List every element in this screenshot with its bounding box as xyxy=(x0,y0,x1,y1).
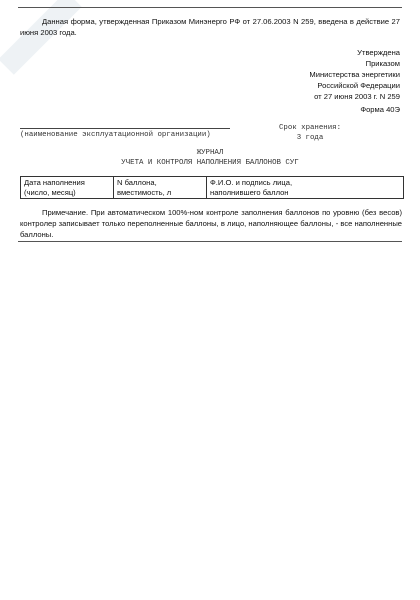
bottom-divider xyxy=(18,241,402,242)
column-header-date xyxy=(21,177,114,199)
approval-line: от 27 июня 2003 г. N 259 xyxy=(314,92,400,101)
journal-title xyxy=(60,148,360,168)
approval-line: Приказом xyxy=(365,59,400,68)
column-header-person xyxy=(207,177,404,199)
journal-table xyxy=(20,176,404,199)
column-header-line: вместимость, л xyxy=(117,187,172,197)
journal-title-line: ЖУРНАЛ xyxy=(196,149,224,157)
organization-underline xyxy=(20,128,230,129)
table-header-row xyxy=(21,177,404,199)
top-divider xyxy=(18,7,402,8)
storage-period xyxy=(270,123,350,143)
approval-line: Российской Федерации xyxy=(317,81,400,90)
intro-paragraph: Данная форма, утвержденная Приказом Минэнерго РФ от 27.06.2003 N 259, введена в действие 27 июня 2003 года. xyxy=(20,17,400,37)
journal-title-line: УЧЕТА И КОНТРОЛЯ НАПОЛНЕНИЯ БАЛЛОНОВ СУГ xyxy=(121,159,299,167)
form-number: Форма 40Э xyxy=(360,105,400,114)
column-header-line: Дата наполнения xyxy=(24,178,85,187)
storage-value: 3 года xyxy=(296,134,324,142)
approval-block xyxy=(200,47,400,102)
storage-label: Срок хранения: xyxy=(278,124,342,132)
organization-caption: (наименование эксплуатационной организации) xyxy=(20,131,211,139)
column-header-line: N баллона, xyxy=(117,178,157,187)
column-header-line: наполнившего баллон xyxy=(210,187,289,197)
approval-line: Утверждена xyxy=(357,48,400,57)
approval-line: Министерства энергетики xyxy=(309,70,400,79)
column-header-line: Ф.И.О. и подпись лица, xyxy=(210,178,293,187)
column-header-line: (число, месяц) xyxy=(24,187,76,197)
column-header-cylinder xyxy=(114,177,207,199)
note-paragraph: Примечание. При автоматическом 100%-ном контроле заполнения баллонов по уровню (без весов) контролер записывает только переполненные баллоны, в лицо, наполняющее баллоны, - все наполненные баллоны. xyxy=(20,208,402,239)
